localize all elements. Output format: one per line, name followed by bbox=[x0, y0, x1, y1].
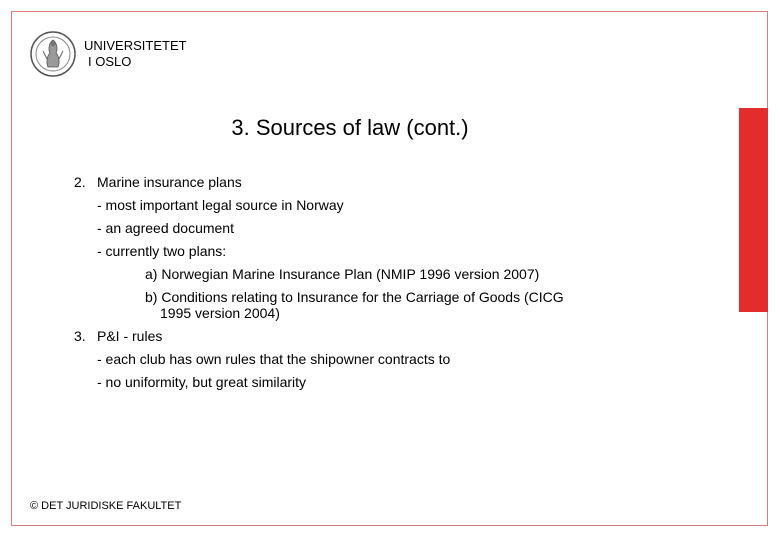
list-item-number: 2. bbox=[74, 174, 86, 190]
list-item-subline: a) Norwegian Marine Insurance Plan (NMIP 1996 version 2007) bbox=[145, 266, 540, 282]
institution-line-1: UNIVERSITETET bbox=[84, 38, 187, 53]
footer-copyright: © DET JURIDISKE FAKULTET bbox=[30, 500, 182, 512]
slide-title bbox=[0, 115, 700, 141]
list-item-line: - an agreed document bbox=[97, 220, 234, 236]
university-seal-icon bbox=[29, 29, 77, 79]
institution-name bbox=[84, 38, 187, 70]
list-item-subline: 1995 version 2004) bbox=[160, 305, 280, 321]
slide-title-text: 3. Sources of law (cont.) bbox=[231, 115, 469, 140]
institution-line-2: I OSLO bbox=[88, 54, 132, 69]
list-item-line: - currently two plans: bbox=[97, 243, 227, 259]
list-item-line: - each club has own rules that the shipowner contracts to bbox=[97, 351, 451, 367]
list-item-heading: P&I - rules bbox=[97, 328, 163, 344]
list-item-line: - most important legal source in Norway bbox=[97, 197, 344, 213]
accent-bar bbox=[739, 108, 768, 312]
list-item-number: 3. bbox=[74, 328, 86, 344]
list-item-subline: b) Conditions relating to Insurance for the Carriage of Goods (CICG bbox=[145, 289, 564, 305]
list-item-heading: Marine insurance plans bbox=[97, 174, 242, 190]
list-item-line: - no uniformity, but great similarity bbox=[97, 374, 307, 390]
